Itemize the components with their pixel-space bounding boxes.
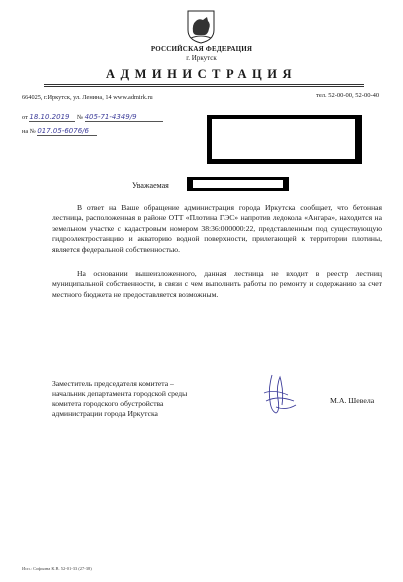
date-prefix: от <box>22 114 28 121</box>
paragraph-2: На основании вышеизложенного, данная лестница не входит в реестр лестниц муниципальной собственности, в связи с чем выполнить работы по ремонту и содержанию за счет местного бюджета не предоставляется возможным. <box>52 269 382 299</box>
signatory-line-2: начальник департамента городской среды <box>52 389 188 398</box>
handwritten-signature <box>258 371 300 417</box>
organization-title: АДМИНИСТРАЦИЯ <box>106 67 297 81</box>
signatory-line-4: администрации города Иркутска <box>52 409 158 418</box>
header-rule <box>44 84 364 85</box>
date-field <box>22 113 163 122</box>
redacted-name <box>187 177 289 191</box>
paragraph-1: В ответ на Ваше обращение администрация города Иркутска сообщает, что бетонная лестница, расположенная в районе ОТТ «Плотина ГЭС» напротив ледокола «Ангара», находится на земельном участке с кадастровым номером 38:36:000000:22, представленным под существующую гидроэлектростанцию и акваторию водной поверхности, прилегающей к территории плотины, является федеральной собственностью. <box>52 203 382 254</box>
number-value: 405-71-4349/9 <box>85 113 163 122</box>
city-name: г. Иркутск <box>186 54 217 62</box>
country-name: РОССИЙСКАЯ ФЕДЕРАЦИЯ <box>150 45 253 53</box>
number-prefix: № <box>76 114 83 121</box>
org-address: 664025, г.Иркутск, ул. Ленина, 14 www.admirk.ru <box>22 94 153 101</box>
header-rule-thin <box>44 86 364 87</box>
reference-field <box>22 127 97 136</box>
coat-of-arms-icon <box>187 10 215 44</box>
reference-prefix: на № <box>22 128 36 135</box>
signatory-line-1: Заместитель председателя комитета – <box>52 379 174 388</box>
reference-value: 017.05-6076/6 <box>37 127 97 136</box>
signatory-line-3: комитета городского обустройства <box>52 399 164 408</box>
executor-footer: Исп.: Софьина К.В. 52-01-33 (27-38) <box>22 566 92 571</box>
signatory-name: М.А. Шевела <box>330 396 375 405</box>
salutation: Уважаемая <box>132 181 169 190</box>
redacted-recipient <box>207 115 362 164</box>
org-phone: тел. 52-00-00, 52-00-40 <box>316 92 380 99</box>
signatory-position <box>52 379 187 419</box>
date-value: 18.10.2019 <box>29 113 75 122</box>
